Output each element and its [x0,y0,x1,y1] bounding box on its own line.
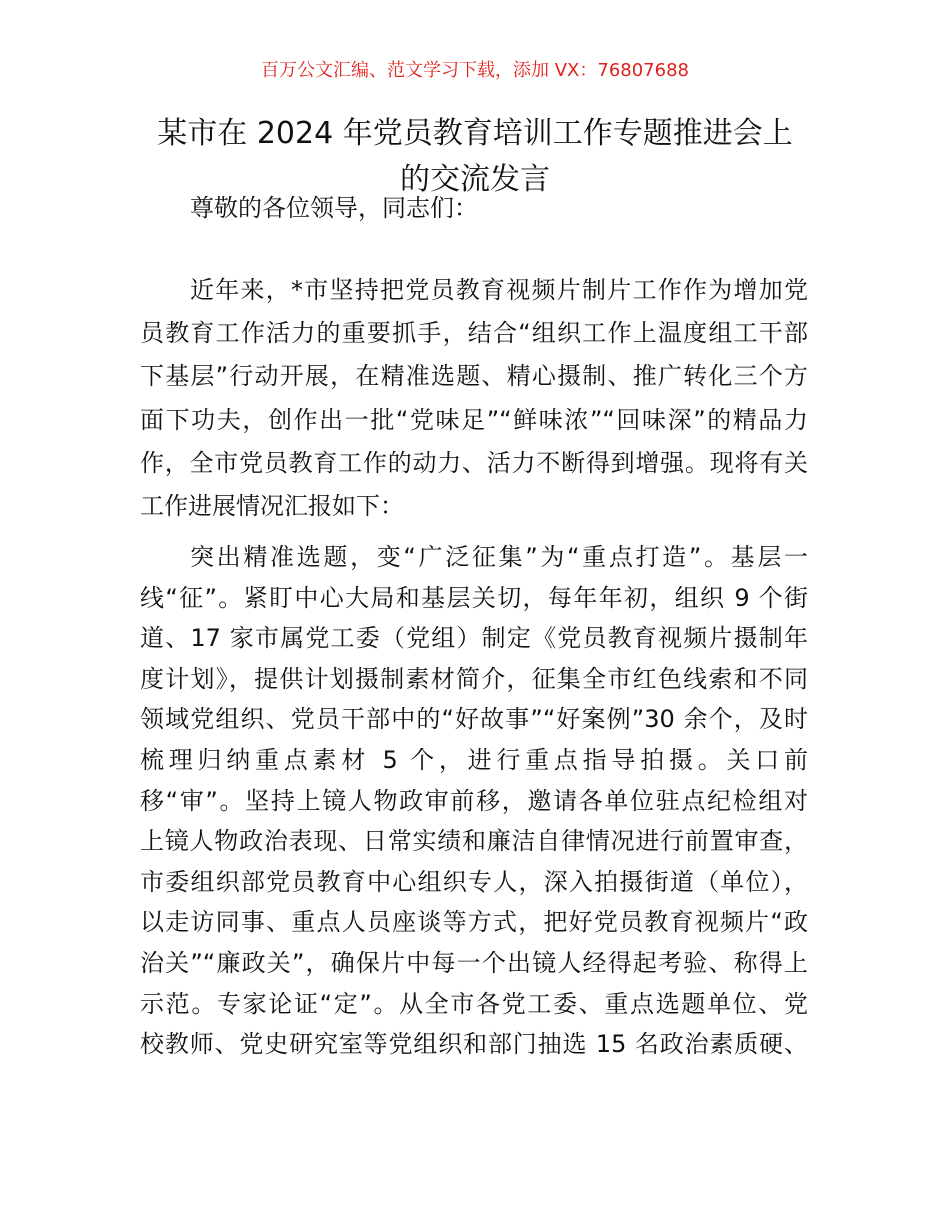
paragraph-line: 突出精准选题，变“广泛征集”为“重点打造”。基层一 [190,543,808,571]
greeting: 尊敬的各位领导，同志们： [190,194,478,222]
paragraph-line: 员教育工作活力的重要抓手，结合“组织工作上温度组工干部 [140,319,808,348]
paragraph-line: 移“审”。坚持上镜人物政审前移，邀请各单位驻点纪检组对 [140,786,808,815]
paragraph-line: 下基层”行动开展，在精准选题、精心摄制、推广转化三个方 [140,362,808,391]
paragraph-line: 以走访同事、重点人员座谈等方式，把好党员教育视频片“政 [140,908,808,937]
paragraph-line: 作，全市党员教育工作的动力、活力不断得到增强。现将有关 [140,448,808,477]
paragraph-line: 示范。专家论证“定”。从全市各党工委、重点选题单位、党 [140,989,808,1018]
paragraph-line: 治关”“廉政关”，确保片中每一个出镜人经得起考验、称得上 [140,949,808,977]
paragraph-line: 道、17 家市属党工委（党组）制定《党员教育视频片摄制年 [140,624,808,653]
document-title-line-2: 的交流发言 [400,162,550,197]
paragraph-line: 梳理归纳重点素材 5 个，进行重点指导拍摄。关口前 [140,746,808,774]
paragraph-line: 工作进展情况汇报如下： [140,492,404,520]
paragraph-line: 面下功夫，创作出一批“党味足”“鲜味浓”“回味深”的精品力 [140,405,808,434]
document-title-line-1: 某市在 2024 年党员教育培训工作专题推进会上 [157,116,793,151]
paragraph-line: 上镜人物政治表现、日常实绩和廉洁自律情况进行前置审查， [140,827,808,856]
paragraph-line: 领域党组织、党员干部中的“好故事”“好案例”30 余个，及时 [140,705,808,734]
paragraph-line: 线“征”。紧盯中心大局和基层关切，每年年初，组织 9 个街 [140,583,808,612]
paragraph-line: 近年来，*市坚持把党员教育视频片制片工作作为增加党 [190,276,808,304]
paragraph-line: 市委组织部党员教育中心组织专人，深入拍摄街道（单位）， [140,867,808,896]
watermark-header: 百万公文汇编、范文学习下载，添加 VX：76807688 [261,60,689,81]
paragraph-line: 度计划》，提供计划摄制素材简介，征集全市红色线索和不同 [140,664,808,693]
paragraph-line: 校教师、党史研究室等党组织和部门抽选 15 名政治素质硬、 [140,1030,808,1059]
